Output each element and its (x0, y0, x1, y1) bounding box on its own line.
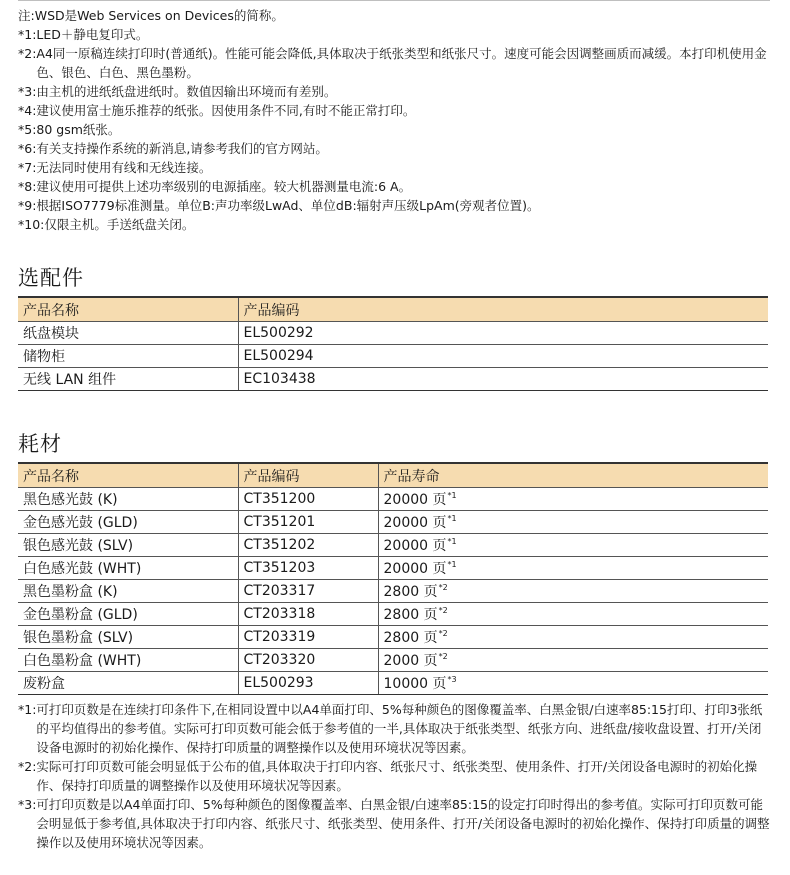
product-name: 白色墨粉盒 (WHT) (18, 649, 238, 672)
note-item (18, 177, 778, 196)
consumables-section-title: 耗材 (18, 432, 62, 456)
table-row (18, 580, 768, 603)
note-marker: *1: (18, 27, 37, 42)
product-life (378, 534, 768, 557)
top-divider (18, 0, 770, 1)
table-header-row (18, 463, 768, 488)
product-name: 纸盘模块 (18, 322, 238, 345)
footnote-item (18, 757, 773, 795)
product-code: CT351201 (238, 511, 378, 534)
product-code: CT203320 (238, 649, 378, 672)
product-life (378, 672, 768, 695)
footnote-ref: *2 (438, 606, 448, 615)
note-item (18, 25, 778, 44)
product-code: CT351203 (238, 557, 378, 580)
product-code: CT203317 (238, 580, 378, 603)
product-name: 银色墨粉盒 (SLV) (18, 626, 238, 649)
note-item (18, 215, 778, 234)
product-life (378, 649, 768, 672)
footnote-ref: *2 (438, 629, 448, 638)
table-row (18, 626, 768, 649)
product-code: EL500292 (238, 322, 768, 345)
product-life (378, 626, 768, 649)
column-header: 产品名称 (18, 297, 238, 322)
product-life (378, 488, 768, 511)
footnote-ref: *1 (447, 514, 457, 523)
note-text: 无法同时使用有线和无线连接。 (36, 160, 212, 175)
product-code: EL500293 (238, 672, 378, 695)
table-row (18, 488, 768, 511)
product-name: 银色感光鼓 (SLV) (18, 534, 238, 557)
life-value: 2800 页 (383, 630, 438, 646)
table-row (18, 368, 768, 391)
footnote-marker: *2: (18, 759, 37, 774)
note-item (18, 158, 778, 177)
product-name: 黑色墨粉盒 (K) (18, 580, 238, 603)
table-row (18, 345, 768, 368)
note-item (18, 82, 778, 101)
product-life (378, 511, 768, 534)
table-row (18, 534, 768, 557)
table-row (18, 672, 768, 695)
note-item (18, 44, 778, 82)
note-marker: *2: (18, 46, 37, 61)
footnote-text: 实际可打印页数可能会明显低于公布的值,具体取决于打印内容、纸张尺寸、纸张类型、使用条件、打开/关闭设备电源时的初始化操作、保持打印质量的调整操作以及使用环境状况等因素。 (36, 759, 758, 793)
note-item (18, 6, 778, 25)
note-text: WSD是Web Services on Devices的简称。 (34, 8, 284, 23)
footnote-ref: *2 (438, 652, 448, 661)
note-item (18, 120, 778, 139)
note-marker: *7: (18, 160, 37, 175)
product-code: CT351202 (238, 534, 378, 557)
spec-notes (18, 6, 778, 234)
footnote-ref: *1 (447, 560, 457, 569)
column-header: 产品寿命 (378, 463, 768, 488)
life-value: 20000 页 (383, 561, 447, 577)
life-value: 20000 页 (383, 538, 447, 554)
note-item (18, 196, 778, 215)
options-table (18, 296, 768, 391)
table-row (18, 649, 768, 672)
product-life (378, 603, 768, 626)
column-header: 产品编码 (238, 297, 768, 322)
note-text: LED＋静电复印式。 (36, 27, 149, 42)
note-item (18, 101, 778, 120)
note-text: 由主机的进纸纸盘进纸时。数值因输出环境而有差别。 (36, 84, 337, 99)
note-text: 根据ISO7779标准测量。单位B:声功率级LwAd、单位dB:辐射声压级LpAm(旁观者位置)。 (36, 198, 540, 213)
table-row (18, 511, 768, 534)
note-text: 80 gsm纸张。 (36, 122, 121, 137)
table-row (18, 557, 768, 580)
product-name: 无线 LAN 组件 (18, 368, 238, 391)
note-marker: *8: (18, 179, 37, 194)
note-item (18, 139, 778, 158)
footnote-ref: *3 (447, 675, 457, 684)
footnote-item (18, 700, 773, 757)
product-life (378, 557, 768, 580)
footnote-ref: *1 (447, 537, 457, 546)
note-marker: *6: (18, 141, 37, 156)
footnote-marker: *1: (18, 702, 37, 717)
note-text: A4同一原稿连续打印时(普通纸)。性能可能会降低,具体取决于纸张类型和纸张尺寸。速度可能会因调整画质而减缓。本打印机使用金色、银色、白色、黑色墨粉。 (36, 46, 767, 80)
product-name: 金色感光鼓 (GLD) (18, 511, 238, 534)
column-header: 产品名称 (18, 463, 238, 488)
life-value: 2000 页 (383, 653, 438, 669)
note-text: 有关支持操作系统的新消息,请参考我们的官方网站。 (36, 141, 328, 156)
product-code: CT203318 (238, 603, 378, 626)
note-marker: *3: (18, 84, 37, 99)
product-name: 白色感光鼓 (WHT) (18, 557, 238, 580)
column-header: 产品编码 (238, 463, 378, 488)
note-marker: 注: (18, 8, 35, 23)
product-code: EL500294 (238, 345, 768, 368)
life-value: 20000 页 (383, 492, 447, 508)
product-name: 废粉盒 (18, 672, 238, 695)
options-section-title: 选配件 (18, 266, 84, 290)
consumables-table (18, 462, 768, 695)
note-marker: *5: (18, 122, 37, 137)
footnote-ref: *1 (447, 491, 457, 500)
product-code: CT203319 (238, 626, 378, 649)
table-row (18, 603, 768, 626)
note-marker: *10: (18, 217, 45, 232)
life-value: 20000 页 (383, 515, 447, 531)
note-text: 建议使用可提供上述功率级别的电源插座。较大机器测量电流:6 A。 (36, 179, 412, 194)
footnote-ref: *2 (438, 583, 448, 592)
footnote-text: 可打印页数是在连续打印条件下,在相同设置中以A4单面打印、5%每种颜色的图像覆盖率、白黑金银/白速率85:15打印、打印3张纸的平均值得出的参考值。实际可打印页数可能会低于参考值的一半,具体取决于纸张类型、纸张方向、进纸盘/接收盘设置、打开/关闭设备电源时的初始化操作、保持打印质量的调整操作以及使用环境状况等因素。 (36, 702, 763, 755)
product-code: CT351200 (238, 488, 378, 511)
product-code: EC103438 (238, 368, 768, 391)
table-header-row (18, 297, 768, 322)
note-text: 建议使用富士施乐推荐的纸张。因使用条件不同,有时不能正常打印。 (36, 103, 416, 118)
footnote-text: 可打印页数是以A4单面打印、5%每种颜色的图像覆盖率、白黑金银/白速率85:15的设定打印时得出的参考值。实际可打印页数可能会明显低于参考值,具体取决于打印内容、纸张尺寸、纸张类型、使用条件、打开/关闭设备电源时的初始化操作、保持打印质量的调整操作以及使用环境状况等因素。 (36, 797, 770, 850)
life-value: 2800 页 (383, 607, 438, 623)
table-row (18, 322, 768, 345)
note-text: 仅限主机。手送纸盘关闭。 (44, 217, 195, 232)
footnote-marker: *3: (18, 797, 37, 812)
product-name: 金色墨粉盒 (GLD) (18, 603, 238, 626)
product-name: 黑色感光鼓 (K) (18, 488, 238, 511)
life-value: 10000 页 (383, 676, 447, 692)
note-marker: *4: (18, 103, 37, 118)
life-value: 2800 页 (383, 584, 438, 600)
footnote-item (18, 795, 773, 852)
note-marker: *9: (18, 198, 37, 213)
product-name: 储物柜 (18, 345, 238, 368)
consumables-footnotes (18, 700, 773, 852)
product-life (378, 580, 768, 603)
